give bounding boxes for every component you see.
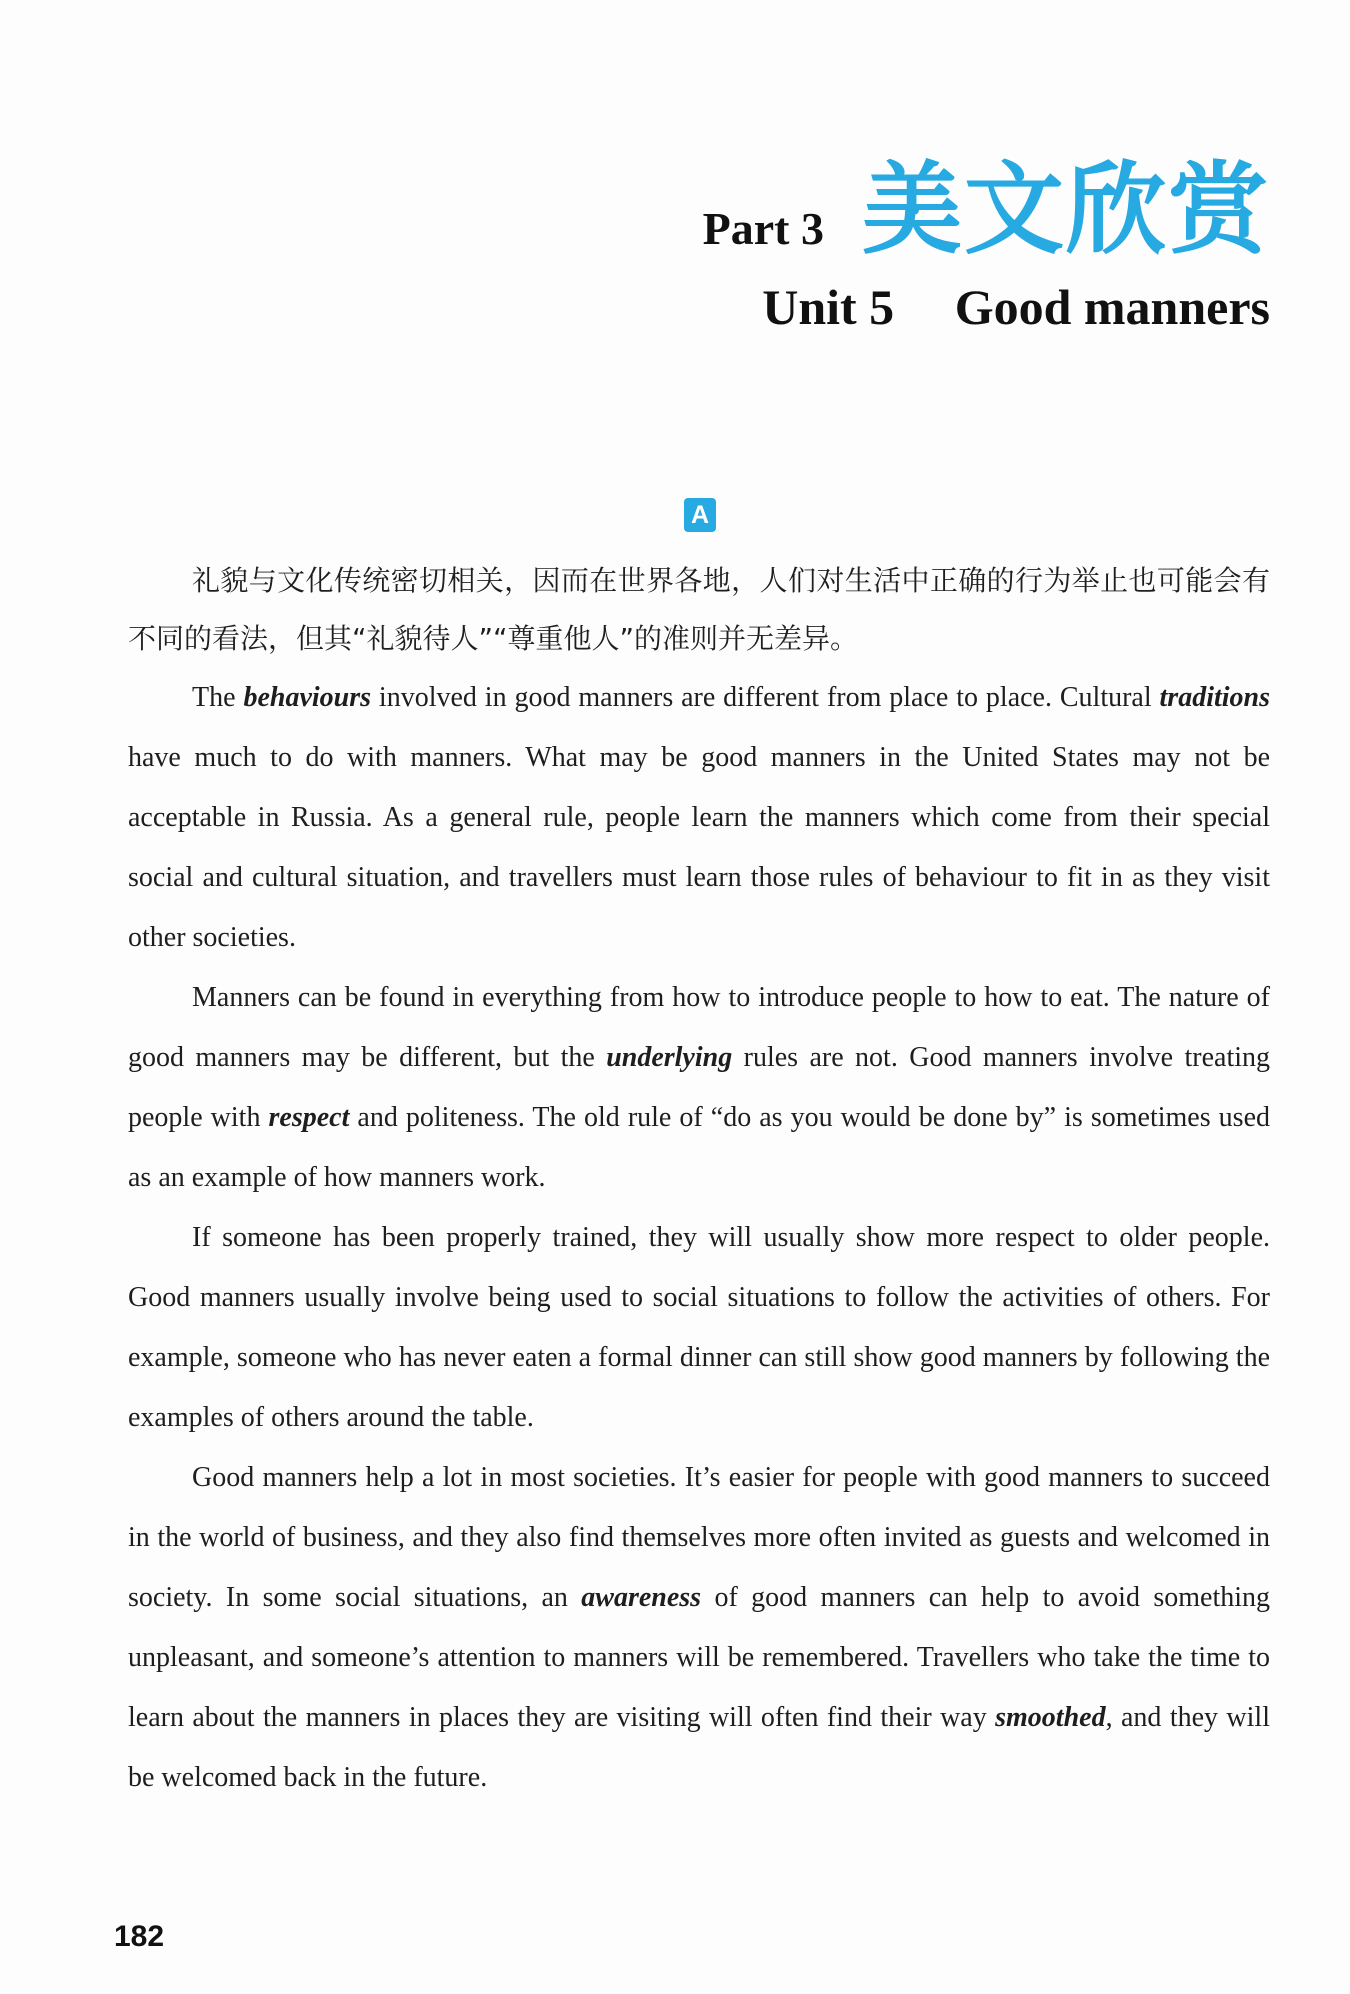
article-paragraph: [128, 1448, 1270, 1808]
paragraph-text: , and they will be welcomed back in the future.: [128, 1702, 1270, 1793]
paragraph-text: and politeness. The old rule of “do as you would be done by” is sometimes used as an example of how manners work.: [128, 1102, 1270, 1193]
vocabulary-word: behaviours: [243, 682, 372, 713]
vocabulary-word: traditions: [1159, 682, 1271, 713]
vocabulary-word: smoothed: [995, 1702, 1106, 1733]
paragraph-text: The: [192, 682, 244, 713]
unit-heading: [703, 278, 1270, 336]
article-paragraph: [128, 968, 1270, 1208]
unit-title: Good manners: [954, 279, 1270, 335]
page-header: [702, 151, 1270, 336]
paragraph-text: of good manners can help to avoid something unpleasant, and someone’s attention to manners will be remembered. Travellers who take the time to learn about the manners in places they are visiting will often find their way: [128, 1582, 1271, 1733]
paragraph-text: have much to do with manners. What may be good manners in the United States may not be acceptable in Russia. As a general rule, people learn the manners which come from their special social and cultural situation, and travellers must learn those rules of behaviour to fit in as they visit other societies.: [128, 742, 1270, 953]
paragraph-text: rules are not. Good manners involve treating people with: [128, 1042, 1271, 1133]
article-paragraph: [128, 1208, 1270, 1448]
article-body: [128, 668, 1270, 1808]
paragraph-text: Good manners help a lot in most societies. It’s easier for people with good manners to succeed in the world of business, and they also find themselves more often invited as guests and welcomed in society. In some social situations, an: [128, 1462, 1270, 1613]
article-paragraph: [128, 668, 1270, 968]
vocabulary-word: awareness: [581, 1582, 702, 1613]
section-badge: A: [684, 498, 716, 532]
title-row: [702, 151, 1270, 268]
page-number: 182: [114, 1920, 165, 1953]
vocabulary-word: underlying: [606, 1042, 733, 1073]
vocabulary-word: respect: [268, 1102, 350, 1133]
unit-label: Unit 5: [762, 279, 895, 335]
paragraph-text: Manners can be found in everything from how to introduce people to how to eat. The nature of good manners may be different, but the: [128, 982, 1270, 1073]
section-title: 美文欣赏: [862, 151, 1270, 268]
paragraph-text: If someone has been properly trained, they will usually show more respect to older people. Good manners usually involve being used to social situations to follow the activities of others. For example, someone who has never eaten a formal dinner can still show good manners by following the examples of others around the table.: [128, 1222, 1270, 1433]
chinese-intro: 礼貌与文化传统密切相关，因而在世界各地，人们对生活中正确的行为举止也可能会有不同的看法，但其“礼貌待人”“尊重他人”的准则并无差异。: [128, 564, 1270, 655]
paragraph-text: involved in good manners are different from place to place. Cultural: [371, 682, 1160, 713]
part-label: Part 3: [702, 203, 824, 254]
